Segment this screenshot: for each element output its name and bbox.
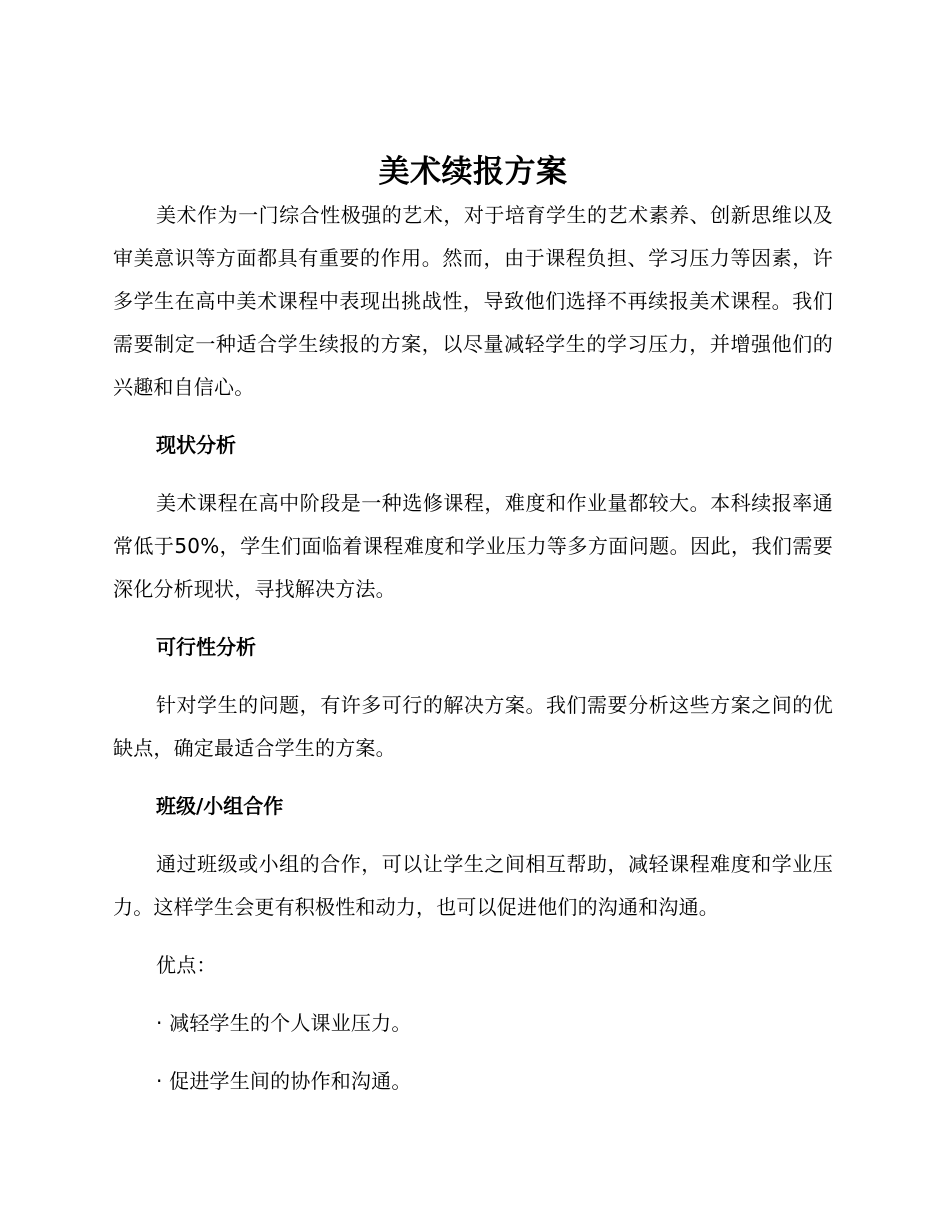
spacer xyxy=(113,1045,833,1060)
document-content xyxy=(113,150,833,1103)
section-heading-status: 现状分析 xyxy=(156,433,236,457)
spacer xyxy=(113,987,833,1002)
advantages-label: 优点： xyxy=(156,953,217,977)
spacer xyxy=(113,828,833,843)
advantage-item: · 促进学生间的协作和沟通。 xyxy=(156,1069,412,1093)
spacer xyxy=(113,770,833,785)
intro-paragraph: 美术作为一门综合性极强的艺术，对于培育学生的艺术素养、创新思维以及审美意识等方面都具有重要的作用。然而，由于课程负担、学习压力等因素，许多学生在高中美术课程中表现出挑战性，导致他们选择不再续报美术课程。我们需要制定一种适合学生续报的方案，以尽量减轻学生的学习压力，并增强他们的兴趣和自信心。 xyxy=(113,203,833,399)
advantage-item: · 减轻学生的个人课业压力。 xyxy=(156,1011,412,1035)
section-heading-cooperation: 班级/小组合作 xyxy=(156,794,284,818)
spacer xyxy=(113,669,833,684)
spacer xyxy=(113,409,833,424)
section-heading-feasibility: 可行性分析 xyxy=(156,635,256,659)
spacer xyxy=(113,467,833,482)
section-body-cooperation: 通过班级或小组的合作，可以让学生之间相互帮助，减轻课程难度和学业压力。这样学生会更有积极性和动力，也可以促进他们的沟通和沟通。 xyxy=(113,852,833,919)
section-body-feasibility: 针对学生的问题，有许多可行的解决方案。我们需要分析这些方案之间的优缺点，确定最适合学生的方案。 xyxy=(113,693,833,760)
section-body-status: 美术课程在高中阶段是一种选修课程，难度和作业量都较大。本科续报率通常低于50%，学生们面临着课程难度和学业压力等多方面问题。因此，我们需要深化分析现状，寻找解决方法。 xyxy=(113,491,833,601)
spacer xyxy=(113,611,833,626)
document-title: 美术续报方案 xyxy=(378,154,568,190)
spacer xyxy=(113,929,833,944)
